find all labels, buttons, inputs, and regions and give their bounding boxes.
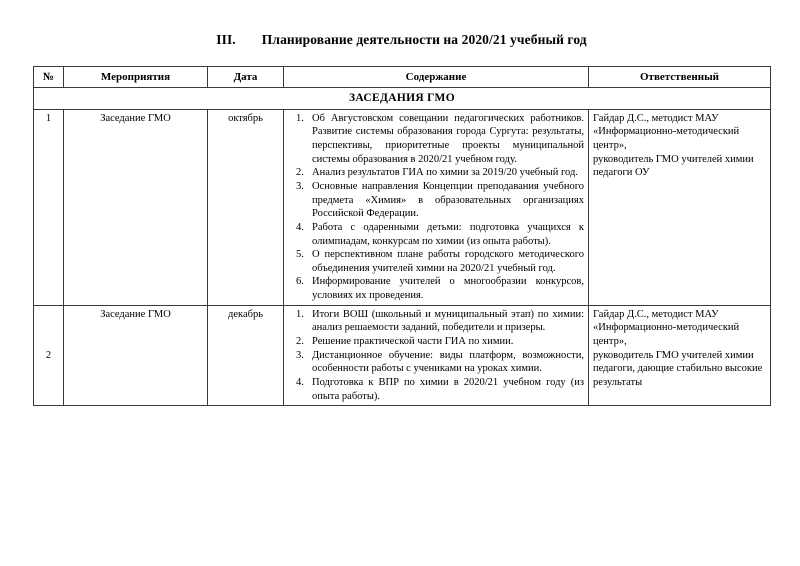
content-item: Основные направления Концепции преподавания учебного предмета «Химия» в образовательных организациях Российской Федерации. xyxy=(312,181,584,220)
content-item: Подготовка к ВПР по химии в 2020/21 учебном году (из опыта работы). xyxy=(312,376,584,402)
responsible-line: Гайдар Д.С., методист МАУ «Информационно-методический центр», xyxy=(593,112,740,152)
row-content xyxy=(284,305,589,405)
content-item: Итоги ВОШ (школьный и муниципальный этап) по химии: анализ решаемости заданий, победители и призеры. xyxy=(312,308,584,334)
responsible-line: педагоги ОУ xyxy=(593,167,650,179)
row-date: октябрь xyxy=(208,109,284,305)
content-item: О перспективном плане работы городского методического объединения учителей химии на 2020/21 учебный год. xyxy=(312,249,584,274)
row-event: Заседание ГМО xyxy=(64,109,208,305)
responsible-lines xyxy=(593,112,766,180)
column-header-event: Мероприятия xyxy=(64,67,208,88)
content-item: Дистанционное обучение: виды платформ, возможности, особенности работы с учениками на уроках химии. xyxy=(312,349,584,375)
column-header-number: № xyxy=(34,67,64,88)
content-item: Решение практической части ГИА по химии. xyxy=(312,336,514,348)
content-item-list xyxy=(288,308,584,403)
responsible-lines xyxy=(593,308,766,390)
content-item: Об Августовском совещании педагогических работников. Развитие системы образования города Сургута: результаты, перспективы, приоритетные проекты муниципальной системы образования в 2020/21 учебном году. xyxy=(312,112,584,165)
row-event: Заседание ГМО xyxy=(64,305,208,405)
section-banner-label: ЗАСЕДАНИЯ ГМО xyxy=(34,88,771,110)
table-header-row xyxy=(34,67,771,88)
row-number: 2 xyxy=(34,305,64,405)
row-content xyxy=(284,109,589,305)
page-title xyxy=(33,32,770,48)
responsible-line: Гайдар Д.С., методист МАУ «Информационно-методический центр», xyxy=(593,308,740,348)
row-responsible xyxy=(589,109,771,305)
responsible-line: руководитель ГМО учителей химии xyxy=(593,153,754,165)
content-item: Анализ результатов ГИА по химии за 2019/20 учебный год. xyxy=(312,167,578,179)
activity-planning-table xyxy=(33,66,771,406)
section-numeral: III. xyxy=(216,32,236,47)
table-row xyxy=(34,109,771,305)
section-title-text: Планирование деятельности на 2020/21 учебный год xyxy=(261,32,587,47)
column-header-date: Дата xyxy=(208,67,284,88)
content-item: Работа с одаренными детьми: подготовка учащихся к олимпиадам, конкурсам по химии (из опыта работы). xyxy=(312,221,584,247)
table-row xyxy=(34,305,771,405)
row-number: 1 xyxy=(34,109,64,305)
column-header-responsible: Ответственный xyxy=(589,67,771,88)
responsible-line: руководитель ГМО учителей химии xyxy=(593,349,754,361)
content-item-list xyxy=(288,112,584,303)
row-date: декабрь xyxy=(208,305,284,405)
column-header-content: Содержание xyxy=(284,67,589,88)
section-banner-row xyxy=(34,88,771,110)
row-responsible xyxy=(589,305,771,405)
content-item: Информирование учителей о многообразии конкурсов, условиях их проведения. xyxy=(312,276,584,302)
responsible-line: педагоги, дающие стабильно высокие результаты xyxy=(593,363,763,388)
